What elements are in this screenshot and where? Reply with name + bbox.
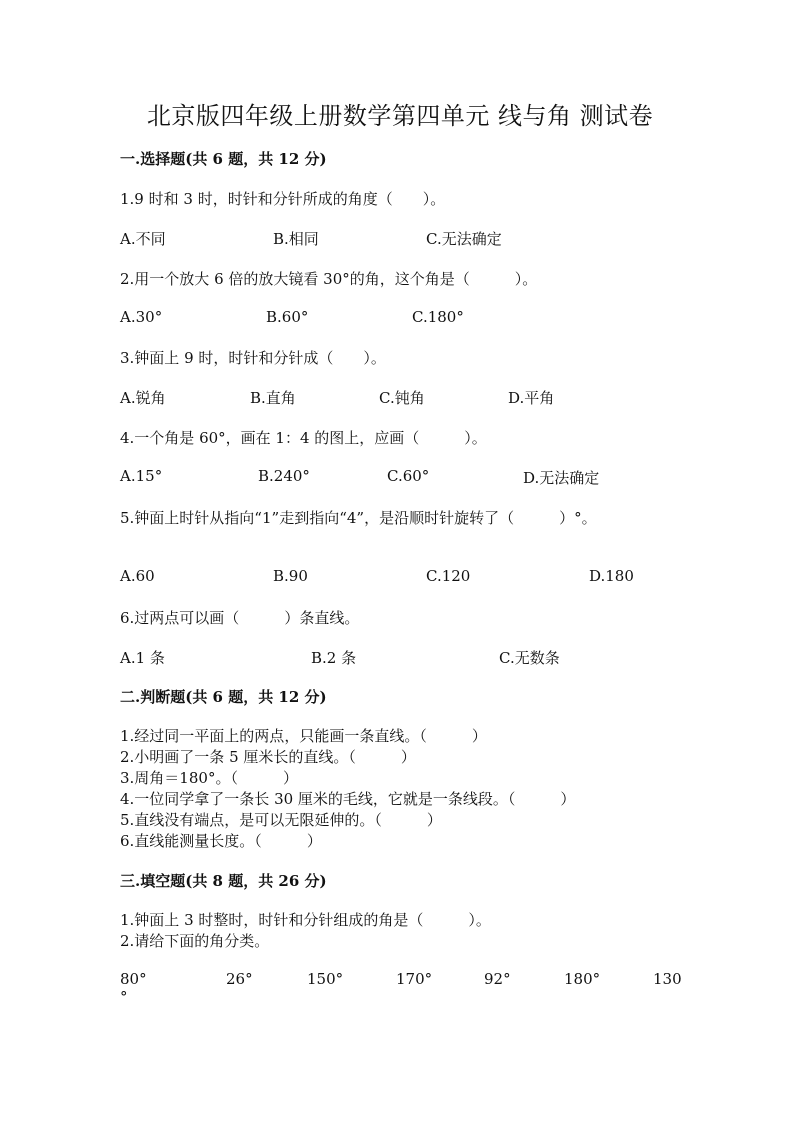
angle-value: 26° (226, 970, 253, 988)
judge-item-6: 6.直线能测量长度。（ ） (120, 832, 322, 850)
question-3: 3.钟面上 9 时，时针和分针成（ ）。 (120, 349, 386, 367)
judge-item-5: 5.直线没有端点，是可以无限延伸的。（ ） (120, 811, 442, 829)
q2-option-a: A.30° (120, 308, 163, 326)
section-heading-judge: 二.判断题(共 6 题，共 12 分) (120, 688, 327, 706)
q2-option-c: C.180° (412, 308, 464, 326)
q3-option-d: D.平角 (508, 389, 555, 407)
question-2: 2.用一个放大 6 倍的放大镜看 30°的角，这个角是（ ）。 (120, 270, 538, 288)
q2-option-b: B.60° (266, 308, 309, 326)
q4-option-b: B.240° (258, 467, 310, 485)
q3-option-a: A.锐角 (120, 389, 166, 407)
judge-item-1: 1.经过同一平面上的两点，只能画一条直线。（ ） (120, 727, 487, 745)
page-title: 北京版四年级上册数学第四单元 线与角 测试卷 (146, 102, 654, 130)
q3-option-c: C.钝角 (379, 389, 425, 407)
judge-item-4: 4.一位同学拿了一条长 30 厘米的毛线，它就是一条线段。（ ） (120, 790, 576, 808)
angle-value: 170° (396, 970, 433, 988)
q1-option-a: A.不同 (120, 230, 166, 248)
q1-option-c: C.无法确定 (426, 230, 502, 248)
q5-option-b: B.90 (273, 567, 308, 585)
judge-item-3: 3.周角＝180°。（ ） (120, 769, 298, 787)
q6-option-c: C.无数条 (499, 649, 560, 667)
section-heading-choice: 一.选择题(共 6 题，共 12 分) (120, 150, 327, 168)
angle-wrap-degree: ° (120, 988, 128, 1006)
question-5: 5.钟面上时针从指向“1”走到指向“4”，是沿顺时针旋转了（ ）°。 (120, 509, 597, 527)
q5-option-a: A.60 (120, 567, 155, 585)
q6-option-a: A.1 条 (120, 649, 165, 667)
angle-value: 180° (564, 970, 601, 988)
judge-item-2: 2.小明画了一条 5 厘米长的直线。（ ） (120, 748, 416, 766)
q1-option-b: B.相同 (273, 230, 319, 248)
question-1: 1.9 时和 3 时，时针和分针所成的角度（ ）。 (120, 190, 446, 208)
q5-option-d: D.180 (589, 567, 634, 585)
fill-item-1: 1.钟面上 3 时整时，时针和分针组成的角是（ ）。 (120, 911, 491, 929)
q3-option-b: B.直角 (250, 389, 296, 407)
angle-value: 92° (484, 970, 511, 988)
fill-item-2: 2.请给下面的角分类。 (120, 932, 270, 950)
section-heading-fill: 三.填空题(共 8 题，共 26 分) (120, 872, 327, 890)
angle-value: 150° (307, 970, 344, 988)
angle-value: 130 (653, 970, 682, 988)
q5-option-c: C.120 (426, 567, 471, 585)
question-4: 4.一个角是 60°，画在 1：4 的图上，应画（ ）。 (120, 429, 487, 447)
angle-value: 80° (120, 970, 147, 988)
q4-option-d: D.无法确定 (523, 469, 600, 487)
q6-option-b: B.2 条 (311, 649, 357, 667)
q4-option-a: A.15° (120, 467, 163, 485)
question-6: 6.过两点可以画（ ）条直线。 (120, 609, 360, 627)
q4-option-c: C.60° (387, 467, 430, 485)
